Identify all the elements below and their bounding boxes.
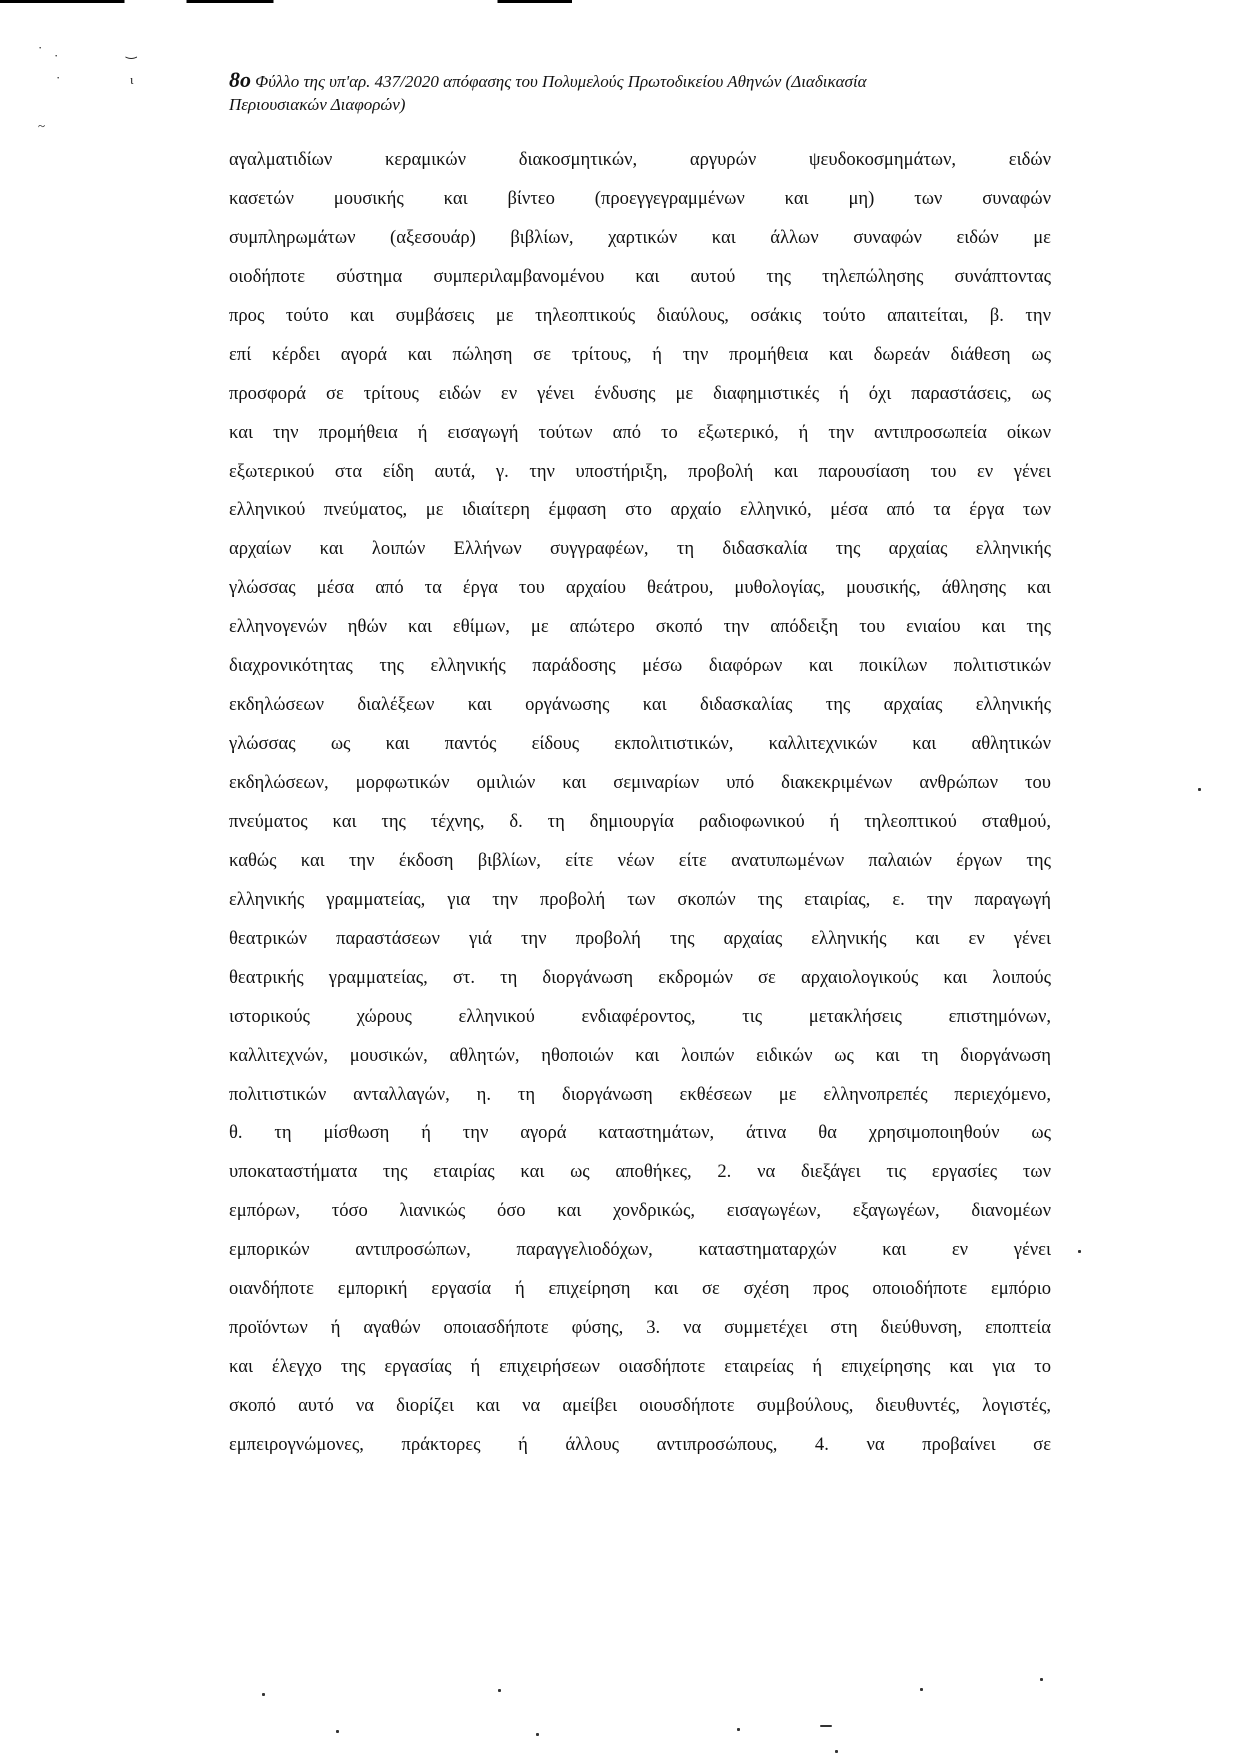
scan-speck: ‿ [126,44,137,59]
text-line: ελληνικού πνεύματος, με ιδιαίτερη έμφαση στο αρχαίο ελληνικό, μέσα από τα έργα των [229,499,1051,521]
text-line: προσφορά σε τρίτους ειδών εν γένει ένδυσης με διαφημιστικές ή όχι παραστάσεις, ως [229,382,1051,404]
text-line: και την προμήθεια ή εισαγωγή τούτων από το εξωτερικό, ή την αντιπροσωπεία οίκων [229,421,1051,443]
scan-speck [536,1733,539,1736]
header-title: Φύλλο της υπ'αρ. 437/2020 απόφασης του Πολυμελούς Πρωτοδικείου Αθηνών (Διαδικασία [251,72,867,91]
scan-speck [262,1693,265,1696]
scan-speck [820,1725,832,1727]
text-line: εξωτερικού στα είδη αυτά, γ. την υποστήριξη, προβολή και παρουσίαση του εν γένει [229,460,1051,482]
text-line: αγαλματιδίων κεραμικών διακοσμητικών, αργυρών ψευδοκοσμημάτων, ειδών [229,149,1051,170]
scan-speck [1040,1678,1043,1681]
text-line: εκδηλώσεων διαλέξεων και οργάνωσης και διδασκαλίας της αρχαίας ελληνικής [229,694,1051,716]
text-line: συμπληρωμάτων (αξεσουάρ) βιβλίων, χαρτικών και άλλων συναφών ειδών με [229,226,1051,248]
text-line: εκδηλώσεων, μορφωτικών ομιλιών και σεμιναρίων υπό διακεκριμένων ανθρώπων του [229,772,1051,793]
scan-speck [498,1689,501,1692]
text-line: γλώσσας ως και παντός είδους εκπολιτιστικών, καλλιτεχνικών και αθλητικών [229,733,1051,755]
text-line: θεατρικών παραστάσεων γιά την προβολή της αρχαίας ελληνικής και εν γένει [229,927,1051,949]
text-line: οιανδήποτε εμπορική εργασία ή επιχείρηση και σε σχέση προς οποιοδήποτε εμπόριο [229,1278,1051,1300]
text-line: επί κέρδει αγορά και πώληση σε τρίτους, ή την προμήθεια και δωρεάν διάθεση ως [229,343,1051,365]
text-line: καθώς και την έκδοση βιβλίων, είτε νέων είτε ανατυπωμένων παλαιών έργων της [229,849,1051,871]
scan-speck [737,1728,740,1731]
scan-noise [0,1500,1244,1750]
text-line: εμπειρογνώμονες, πράκτορες ή άλλους αντιπροσώπους, 4. να προβαίνει σε [229,1433,1051,1455]
text-line: πολιτιστικών ανταλλαγών, η. τη διοργάνωση εκθέσεων με ελληνοπρεπές περιεχόμενο, [229,1083,1051,1105]
text-line: εμπορικών αντιπροσώπων, παραγγελιοδόχων, καταστηματαρχών και εν γένει [229,1239,1051,1261]
text-line: εμπόρων, τόσο λιανικώς όσο και χονδρικώς, εισαγωγέων, εξαγωγέων, διανομέων [229,1200,1051,1222]
text-line: καλλιτεχνών, μουσικών, αθλητών, ηθοποιών και λοιπών ειδικών ως και τη διοργάνωση [229,1044,1051,1066]
text-line: γλώσσας μέσα από τα έργα του αρχαίου θεάτρου, μυθολογίας, μουσικής, άθλησης και [229,577,1051,599]
scan-speck [1078,1250,1081,1253]
scan-speck [920,1688,923,1691]
scan-speck [1198,788,1201,791]
scan-speck [835,1750,838,1753]
scan-speck: · [38,40,43,55]
scan-speck: ι [130,72,134,87]
text-line: προϊόντων ή αγαθών οποιασδήποτε φύσης, 3. να συμμετέχει στη διεύθυνση, εποπτεία [229,1317,1051,1339]
text-line: αρχαίων και λοιπών Ελλήνων συγγραφέων, τη διδασκαλία της αρχαίας ελληνικής [229,538,1051,560]
scan-speck [336,1730,339,1733]
text-line: διαχρονικότητας της ελληνικής παράδοσης μέσω διαφόρων και ποικίλων πολιτιστικών [229,655,1051,677]
scan-speck: · [56,70,61,85]
text-line: θ. τη μίσθωση ή την αγορά καταστημάτων, άτινα θα χρησιμοποιηθούν ως [229,1122,1051,1144]
text-line: υποκαταστήματα της εταιρίας και ως αποθήκες, 2. να διεξάγει τις εργασίες των [229,1161,1051,1183]
text-line: σκοπό αυτό να διορίζει και να αμείβει οιουσδήποτε συμβούλους, διευθυντές, λογιστές, [229,1395,1051,1416]
text-line: πνεύματος και της τέχνης, δ. τη δημιουργία ραδιοφωνικού ή τηλεοπτικού σταθμού, [229,810,1051,832]
page-number: 8ο [229,67,251,92]
text-line: οιοδήποτε σύστημα συμπεριλαμβανομένου και αυτού της τηλεπώλησης συνάπτοντας [229,265,1051,287]
text-line: θεατρικής γραμματείας, στ. τη διοργάνωση εκδρομών σε αρχαιολογικούς και λοιπούς [229,966,1051,988]
page-header [229,68,1059,116]
text-line: κασετών μουσικής και βίντεο (προεγγεγραμμένων και μη) των συναφών [229,187,1051,209]
document-body [229,141,1051,1465]
text-line: και έλεγχο της εργασίας ή επιχειρήσεων οιασδήποτε εταιρείας ή επιχείρησης και για το [229,1356,1051,1378]
text-line: ελληνικής γραμματείας, για την προβολή των σκοπών της εταιρίας, ε. την παραγωγή [229,888,1051,910]
text-line: προς τούτο και συμβάσεις με τηλεοπτικούς διαύλους, οσάκις τούτο απαιτείται, β. την [229,304,1051,326]
scan-speck: · [54,48,59,63]
margin-scan-marks [38,40,158,140]
scan-edge-artifact [0,0,1244,3]
text-line: ελληνογενών ηθών και εθίμων, με απώτερο σκοπό την απόδειξη του ενιαίου και της [229,616,1051,638]
text-line: ιστορικούς χώρους ελληνικού ενδιαφέροντος, τις μετακλήσεις επιστημόνων, [229,1005,1051,1027]
header-title-continuation: Περιουσιακών Διαφορών) [229,95,406,114]
scan-speck: ~ [38,118,46,133]
